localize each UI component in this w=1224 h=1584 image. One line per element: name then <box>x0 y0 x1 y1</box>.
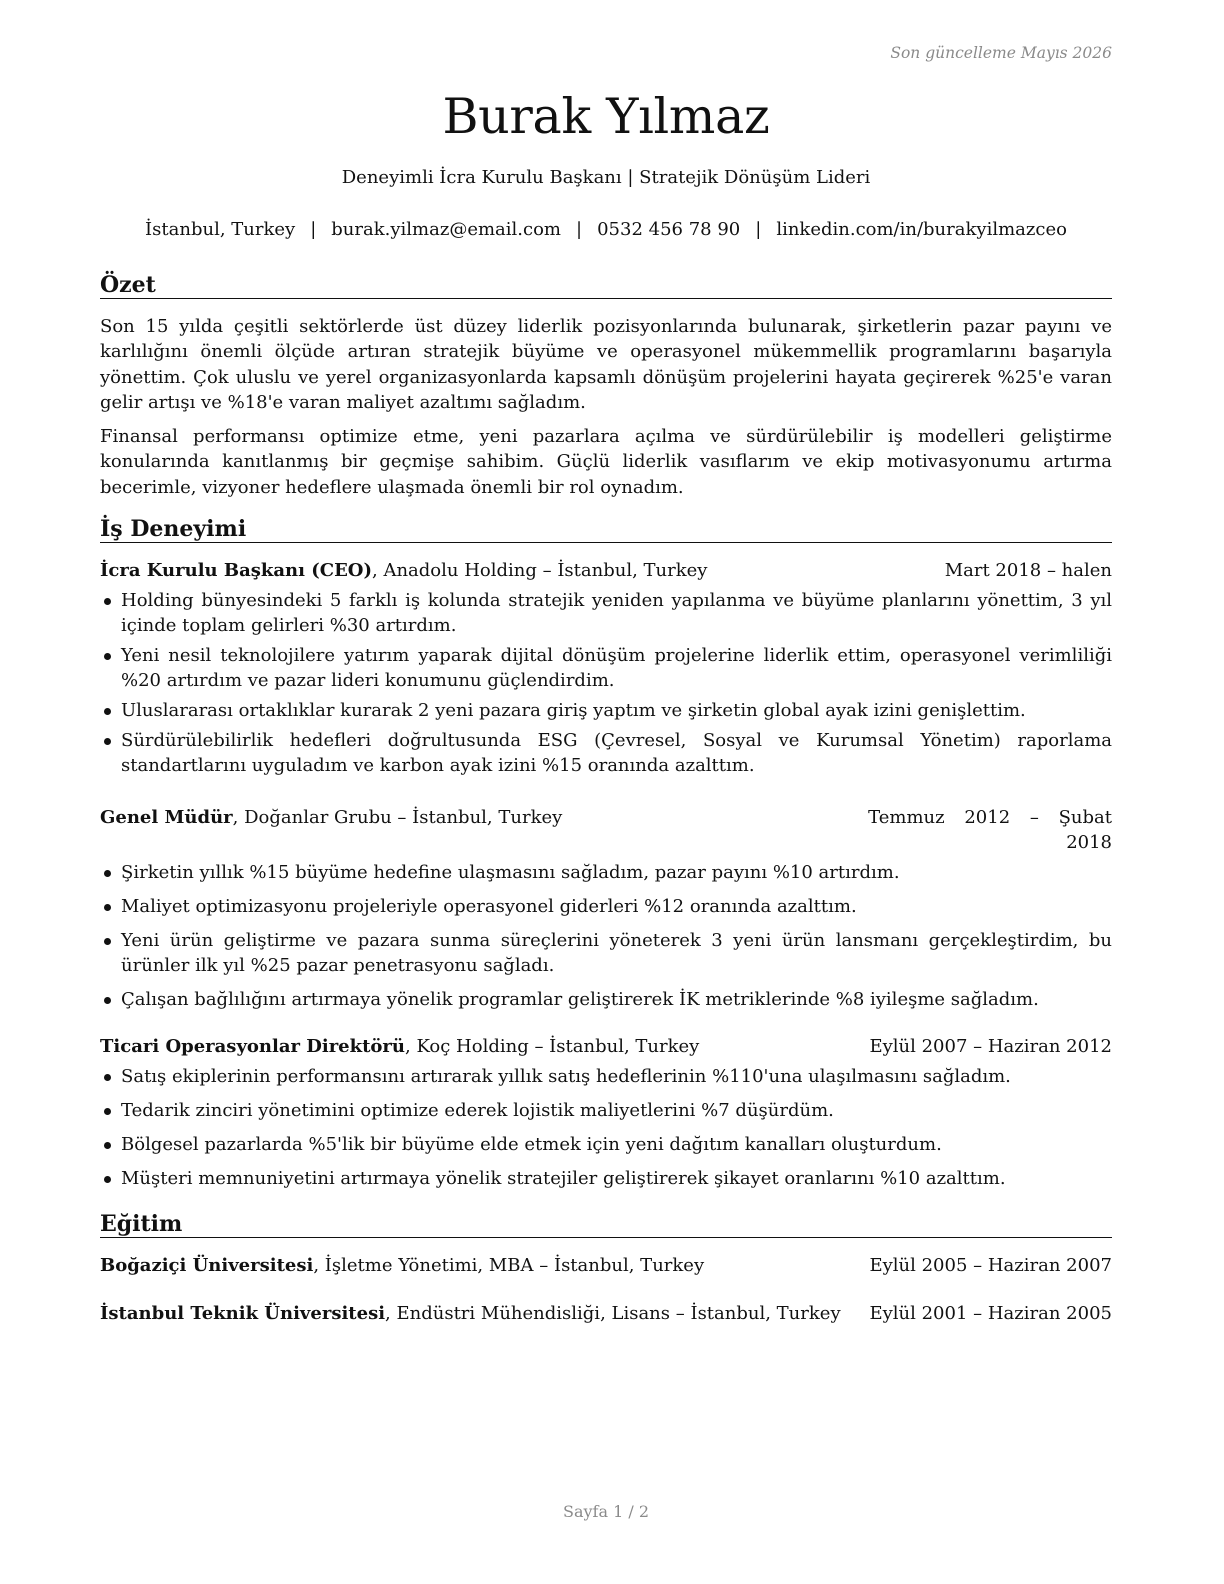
list-item: Çalışan bağlılığını artırmaya yönelik programlar geliştirerek İK metriklerinde %8 iyileşme sağladım. <box>100 987 1112 1012</box>
contact-line <box>100 219 1112 240</box>
school-name: İstanbul Teknik Üniversitesi <box>100 1303 386 1324</box>
contact-separator: | <box>310 219 317 240</box>
section-title-education: Eğitim <box>100 1211 1112 1238</box>
job-role: Ticari Operasyonlar Direktörü <box>100 1036 405 1057</box>
contact-separator: | <box>755 219 762 240</box>
resume-page <box>100 0 1112 1584</box>
job-header <box>100 805 1112 855</box>
job-dates: Eylül 2007 – Haziran 2012 <box>869 1036 1112 1057</box>
job-bullets <box>100 1064 1112 1191</box>
education-row <box>100 1301 1112 1326</box>
job-org: , Doğanlar Grubu – İstanbul, Turkey <box>232 807 563 828</box>
list-item: Tedarik zinciri yönetimini optimize ederek lojistik maliyetlerini %7 düşürdüm. <box>100 1098 1112 1123</box>
job-org: , Anadolu Holding – İstanbul, Turkey <box>372 560 708 581</box>
list-item: Bölgesel pazarlarda %5'lik bir büyüme elde etmek için yeni dağıtım kanalları oluşturdum. <box>100 1132 1112 1157</box>
section-title-experience: İş Deneyimi <box>100 516 1112 543</box>
contact-separator: | <box>576 219 583 240</box>
list-item: Satış ekiplerinin performansını artırarak yıllık satış hedeflerinin %110'una ulaşılmasını sağladım. <box>100 1064 1112 1089</box>
job-bullets <box>100 860 1112 1012</box>
job-role: İcra Kurulu Başkanı (CEO) <box>100 560 372 581</box>
school-name: Boğaziçi Üniversitesi <box>100 1255 314 1276</box>
degree-detail: , İşletme Yönetimi, MBA – İstanbul, Turkey <box>313 1255 705 1276</box>
job-dates-line: Temmuz 2012 – Şubat <box>868 807 1112 828</box>
job-dates <box>868 805 1112 855</box>
job-role: Genel Müdür <box>100 807 233 828</box>
list-item: Maliyet optimizasyonu projeleriyle operasyonel giderleri %12 oranında azalttım. <box>100 894 1112 919</box>
page-number: Sayfa 1 / 2 <box>562 1502 649 1521</box>
job-org: , Koç Holding – İstanbul, Turkey <box>405 1036 700 1057</box>
degree-detail: , Endüstri Mühendisliği, Lisans – İstanbul, Turkey <box>385 1303 841 1324</box>
education-dates: Eylül 2001 – Haziran 2005 <box>869 1303 1112 1324</box>
list-item: Sürdürülebilirlik hedefleri doğrultusunda ESG (Çevresel, Sosyal ve Kurumsal Yönetim) raporlama standartlarını uyguladım ve karbon ayak izini %15 oranında azalttım. <box>100 728 1112 778</box>
list-item: Şirketin yıllık %15 büyüme hedefine ulaşmasını sağladım, pazar payını %10 artırdım. <box>100 860 1112 885</box>
list-item: Uluslararası ortaklıklar kurarak 2 yeni pazara giriş yaptım ve şirketin global ayak izini genişlettim. <box>100 698 1112 723</box>
education-row <box>100 1253 1112 1278</box>
section-title-summary: Özet <box>100 272 1112 299</box>
list-item: Yeni ürün geliştirme ve pazara sunma süreçlerini yöneterek 3 yeni ürün lansmanı gerçekleştirdim, bu ürünler ilk yıl %25 pazar penetrasyonu sağladı. <box>100 928 1112 978</box>
contact-phone: 0532 456 78 90 <box>597 219 741 240</box>
list-item: Holding bünyesindeki 5 farklı iş kolunda stratejik yeniden yapılanma ve büyüme planlarını yönettim, 3 yıl içinde toplam gelirleri %30 artırdım. <box>100 588 1112 638</box>
summary-paragraph: Son 15 yılda çeşitli sektörlerde üst düzey liderlik pozisyonlarında bulunarak, şirketlerin pazar payını ve karlılığını önemli ölçüde artıran stratejik büyüme ve operasyonel mükemmellik programlarını başarıyla yönettim. Çok uluslu ve yerel organizasyonlarda kapsamlı dönüşüm projelerini hayata geçirerek %25'e varan gelir artışı ve %18'e varan maliyet azaltımı sağladım. <box>100 316 1112 413</box>
summary-paragraph: Finansal performansı optimize etme, yeni pazarlara açılma ve sürdürülebilir iş modelleri geliştirme konularında kanıtlanmış bir geçmişe sahibim. Güçlü liderlik vasıflarım ve ekip motivasyonumu artırma becerimle, vizyoner hedeflere ulaşmada önemli bir rol oynadım. <box>100 426 1112 498</box>
list-item: Müşteri memnuniyetini artırmaya yönelik stratejiler geliştirerek şikayet oranlarını %10 azalttım. <box>100 1166 1112 1191</box>
job-bullets <box>100 588 1112 778</box>
contact-linkedin[interactable]: linkedin.com/in/burakyilmazceo <box>776 219 1067 240</box>
headline: Deneyimli İcra Kurulu Başkanı | Stratejik Dönüşüm Lideri <box>341 167 871 188</box>
list-item: Yeni nesil teknolojilere yatırım yaparak dijital dönüşüm projelerine liderlik ettim, operasyonel verimliliği %20 artırdım ve pazar lideri konumunu güçlendirdim. <box>100 643 1112 693</box>
contact-email[interactable]: burak.yilmaz@email.com <box>331 219 562 240</box>
job-dates: Mart 2018 – halen <box>944 560 1112 581</box>
education-dates: Eylül 2005 – Haziran 2007 <box>869 1255 1112 1276</box>
job-header <box>100 1034 1112 1059</box>
job-header <box>100 558 1112 583</box>
job-dates-line: 2018 <box>1066 832 1112 853</box>
last-updated: Son güncelleme Mayıs 2026 <box>890 44 1112 62</box>
contact-location: İstanbul, Turkey <box>145 219 296 240</box>
candidate-name: Burak Yılmaz <box>442 88 770 145</box>
